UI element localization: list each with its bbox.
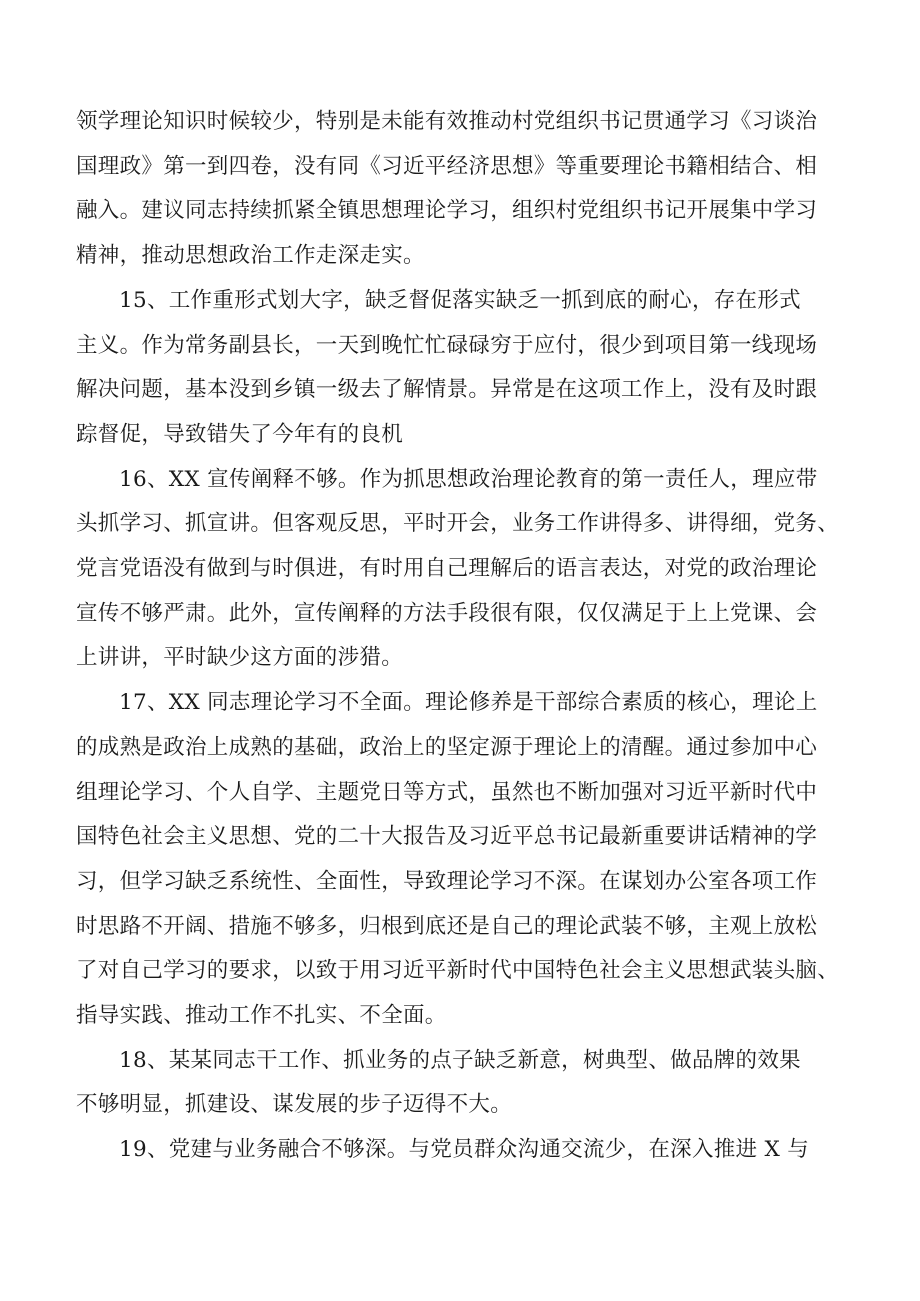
- paragraph-15: [76, 279, 851, 458]
- text-line: 领学理论知识时候较少，特别是未能有效推动村党组织书记贯通学习《习谈治: [76, 109, 818, 134]
- text-line: 16、XX 宣传阐释不够。作为抓思想政治理论教育的第一责任人，理应带: [119, 466, 818, 492]
- document-body: [76, 100, 851, 1173]
- text-line: 国特色社会主义思想、党的二十大报告及习近平总书记最新重要讲话精神的学: [76, 824, 818, 850]
- text-line: 时思路不开阔、措施不够多，归根到底还是自己的理论武装不够，主观上放松: [76, 913, 818, 939]
- text-line: 不够明显，抓建设、谋发展的步子迈得不大。: [76, 1092, 513, 1118]
- paragraph-14-continued: [76, 100, 851, 279]
- text-line: 党言党语没有做到与时俱进，有时用自己理解后的语言表达，对党的政治理论: [76, 556, 818, 582]
- text-line: 主义。作为常务副县长，一天到晚忙忙碌碌穷于应付，很少到项目第一线现场: [76, 332, 818, 358]
- text-line: 精神，推动思想政治工作走深走实。: [76, 243, 425, 269]
- text-line: 指导实践、推动工作不扎实、不全面。: [76, 1003, 447, 1029]
- text-line: 上讲讲，平时缺少这方面的涉猎。: [76, 645, 404, 671]
- text-line: 17、XX 同志理论学习不全面。理论修养是干部综合素质的核心，理论上: [119, 690, 818, 716]
- text-line: 国理政》第一到四卷，没有同《习近平经济思想》等重要理论书籍相结合、相: [76, 153, 818, 179]
- text-line: 习，但学习缺乏系统性、全面性，导致理论学习不深。在谋划办公室各项工作: [76, 868, 818, 894]
- paragraph-18: [76, 1039, 851, 1128]
- text-line: 融入。建议同志持续抓紧全镇思想理论学习，组织村党组织书记开展集中学习: [76, 198, 818, 224]
- text-line: 的成熟是政治上成熟的基础，政治上的坚定源于理论上的清醒。通过参加中心: [76, 734, 818, 760]
- paragraph-17: [76, 681, 851, 1039]
- text-line: 15、工作重形式划大字，缺乏督促落实缺乏一抓到底的耐心，存在形式: [119, 287, 801, 313]
- paragraph-19: [76, 1128, 851, 1173]
- paragraph-16: [76, 458, 851, 682]
- text-line: 组理论学习、个人自学、主题党日等方式，虽然也不断加强对习近平新时代中: [76, 779, 818, 805]
- text-line: 18、某某同志干工作、抓业务的点子缺乏新意，树典型、做品牌的效果: [119, 1047, 801, 1073]
- text-line: 宣传不够严肃。此外，宣传阐释的方法手段很有限，仅仅满足于上上党课、会: [76, 600, 818, 626]
- text-line: 头抓学习、抓宣讲。但客观反思，平时开会，业务工作讲得多、讲得细，党务、: [76, 511, 840, 537]
- text-line: 19、党建与业务融合不够深。与党员群众沟通交流少，在深入推进 X 与: [119, 1137, 810, 1163]
- text-line: 了对自己学习的要求，以致于用习近平新时代中国特色社会主义思想武装头脑、: [76, 958, 840, 984]
- text-line: 解决问题，基本没到乡镇一级去了解情景。异常是在这项工作上，没有及时跟: [76, 377, 818, 403]
- text-line: 踪督促，导致错失了今年有的良机: [76, 421, 404, 447]
